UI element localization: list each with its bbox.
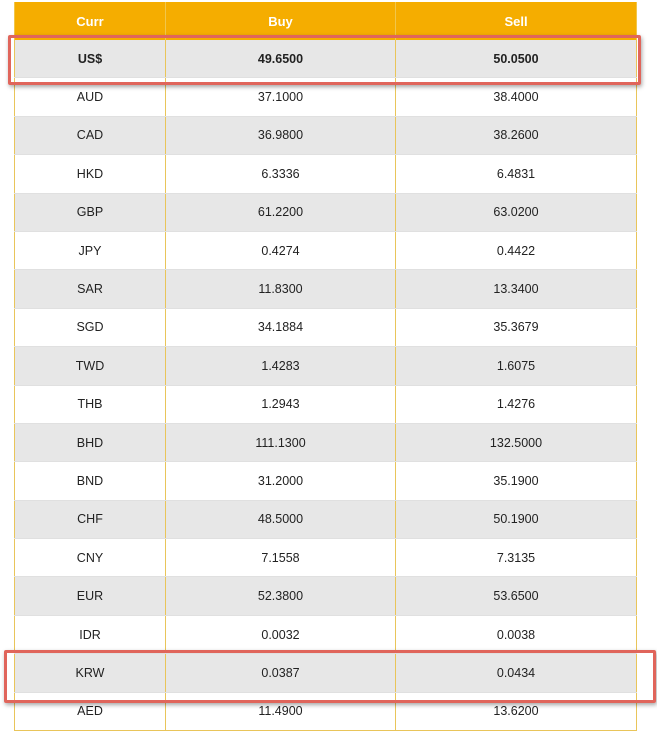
buy-rate-cell: 7.1558 [166,539,396,577]
buy-rate-cell: 6.3336 [166,155,396,193]
buy-rate-cell: 52.3800 [166,577,396,615]
sell-rate-cell: 63.0200 [396,193,637,231]
table-row [15,40,637,78]
sell-rate-cell: 0.4422 [396,231,637,269]
buy-rate-cell: 37.1000 [166,78,396,116]
buy-rate-cell: 34.1884 [166,308,396,346]
currency-cell: CAD [15,116,166,154]
exchange-rate-table [14,2,637,731]
sell-rate-cell: 35.3679 [396,308,637,346]
table-row [15,423,637,461]
currency-cell: US$ [15,40,166,78]
buy-rate-cell: 1.4283 [166,347,396,385]
table-row [15,308,637,346]
table-row [15,116,637,154]
sell-rate-cell: 0.0434 [396,654,637,692]
currency-cell: GBP [15,193,166,231]
buy-rate-cell: 1.2943 [166,385,396,423]
table-row [15,500,637,538]
buy-rate-cell: 36.9800 [166,116,396,154]
buy-rate-cell: 49.6500 [166,40,396,78]
table-row [15,692,637,730]
sell-rate-cell: 50.1900 [396,500,637,538]
table-row [15,78,637,116]
sell-rate-cell: 38.4000 [396,78,637,116]
buy-rate-cell: 31.2000 [166,462,396,500]
currency-cell: BND [15,462,166,500]
currency-cell: AUD [15,78,166,116]
sell-rate-cell: 1.4276 [396,385,637,423]
buy-rate-cell: 0.0387 [166,654,396,692]
sell-rate-cell: 13.6200 [396,692,637,730]
currency-cell: AED [15,692,166,730]
table-row [15,231,637,269]
buy-rate-cell: 48.5000 [166,500,396,538]
currency-cell: HKD [15,155,166,193]
table-row [15,462,637,500]
sell-rate-cell: 0.0038 [396,615,637,653]
currency-cell: SGD [15,308,166,346]
buy-rate-cell: 0.0032 [166,615,396,653]
currency-cell: KRW [15,654,166,692]
column-header-buy: Buy [166,2,396,40]
column-header-currency: Curr [15,2,166,40]
buy-rate-cell: 11.4900 [166,692,396,730]
sell-rate-cell: 13.3400 [396,270,637,308]
table-row [15,155,637,193]
currency-cell: EUR [15,577,166,615]
buy-rate-cell: 0.4274 [166,231,396,269]
currency-cell: SAR [15,270,166,308]
table-header-row [15,2,637,40]
currency-cell: BHD [15,423,166,461]
sell-rate-cell: 35.1900 [396,462,637,500]
sell-rate-cell: 1.6075 [396,347,637,385]
table-row [15,577,637,615]
sell-rate-cell: 7.3135 [396,539,637,577]
buy-rate-cell: 111.1300 [166,423,396,461]
sell-rate-cell: 53.6500 [396,577,637,615]
currency-cell: THB [15,385,166,423]
currency-cell: CHF [15,500,166,538]
column-header-sell: Sell [396,2,637,40]
sell-rate-cell: 38.2600 [396,116,637,154]
table-row [15,615,637,653]
table-row [15,539,637,577]
sell-rate-cell: 50.0500 [396,40,637,78]
table-row [15,654,637,692]
currency-cell: IDR [15,615,166,653]
table-row [15,193,637,231]
sell-rate-cell: 6.4831 [396,155,637,193]
table-row [15,270,637,308]
currency-cell: JPY [15,231,166,269]
buy-rate-cell: 11.8300 [166,270,396,308]
sell-rate-cell: 132.5000 [396,423,637,461]
currency-cell: CNY [15,539,166,577]
table-row [15,385,637,423]
table-row [15,347,637,385]
buy-rate-cell: 61.2200 [166,193,396,231]
currency-cell: TWD [15,347,166,385]
